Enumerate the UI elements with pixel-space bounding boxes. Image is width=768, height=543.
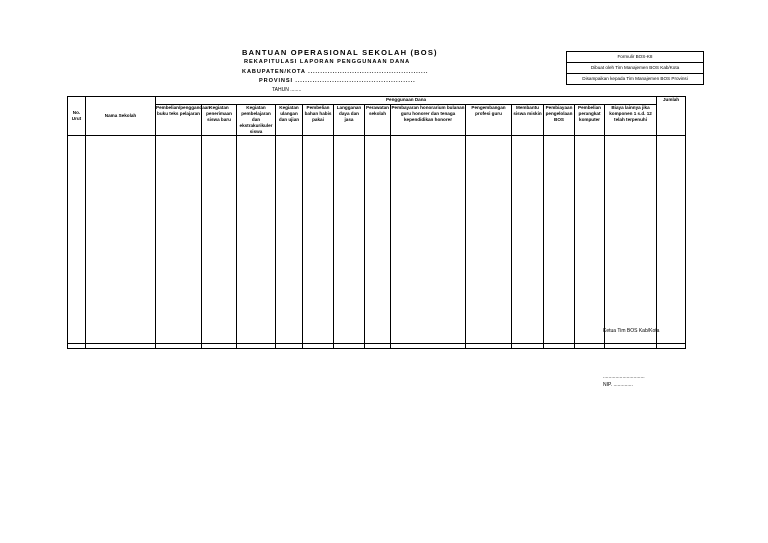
- table-cell[interactable]: [237, 136, 276, 344]
- header-nama-sekolah: Nama Sekolah: [86, 97, 156, 136]
- kabupaten-line: KABUPATEN/KOTA .................................................: [242, 69, 429, 75]
- tahun-line: TAHUN ........: [272, 87, 302, 93]
- table-cell[interactable]: [68, 136, 86, 344]
- table-cell[interactable]: [334, 136, 365, 344]
- report-table: [67, 96, 686, 349]
- form-made-by: Dibuat oleh Tim Manajemen BOS Kab/Kota: [567, 62, 703, 73]
- table-cell[interactable]: [237, 344, 276, 349]
- report-title: BANTUAN OPERASIONAL SEKOLAH (BOS): [242, 48, 438, 57]
- table-cell[interactable]: [575, 136, 605, 344]
- header-col-9: Pengembangan profesi guru: [466, 105, 512, 136]
- table-cell[interactable]: [512, 344, 544, 349]
- header-col-7: Perawatan sekolah: [365, 105, 391, 136]
- table-cell[interactable]: [156, 136, 202, 344]
- table-cell[interactable]: [303, 136, 334, 344]
- report-subtitle: REKAPITULASI LAPORAN PENGGUNAAN DANA: [244, 59, 411, 65]
- table-cell[interactable]: [365, 136, 391, 344]
- header-jumlah: Jumlah: [657, 97, 686, 136]
- table-cell[interactable]: [603, 136, 660, 344]
- table-cell[interactable]: [544, 136, 575, 344]
- header-col-10: Membantu siswa miskin: [512, 105, 544, 136]
- header-col-11: Pembiayaan pengelolaan BOS: [544, 105, 575, 136]
- table-cell[interactable]: [202, 136, 237, 344]
- signature-name-line: ..............................: [603, 374, 645, 380]
- table-cell[interactable]: [334, 344, 365, 349]
- header-col-4: Kegiatan ulangan dan ujian: [276, 105, 303, 136]
- table-cell[interactable]: [466, 344, 512, 349]
- table-cell[interactable]: [657, 136, 686, 344]
- header-penggunaan-dana: Penggunaan Dana: [156, 97, 657, 105]
- signature-role: Ketua Tim BOS Kab/Kota: [603, 328, 660, 334]
- form-sent-to: Disampaikan kepada Tim Manajemen BOS Provinsi: [567, 73, 703, 84]
- table-cell[interactable]: [276, 136, 303, 344]
- table-cell[interactable]: [68, 344, 86, 349]
- header-col-5: Pembelian bahan habis pakai: [303, 105, 334, 136]
- table-cell[interactable]: [575, 344, 605, 349]
- table-total-row: [68, 344, 686, 349]
- header-col-6: Langganan daya dan jasa: [334, 105, 365, 136]
- form-info-box: [566, 51, 704, 85]
- table-cell[interactable]: [303, 344, 334, 349]
- table-cell[interactable]: [86, 344, 156, 349]
- table-cell[interactable]: [391, 136, 466, 344]
- table-cell[interactable]: [512, 136, 544, 344]
- form-code: Formulir BOS-K8: [617, 54, 653, 59]
- header-col-8: Pembayaran honorarium bulanan guru honorer dan tenaga kependidikan honorer: [391, 105, 466, 136]
- signature-nip: NIP. ..............: [603, 382, 633, 388]
- header-col-13: Biaya lainnya jika komponen 1 s.d. 12 telah terpenuhi: [605, 105, 657, 136]
- table-cell[interactable]: [276, 344, 303, 349]
- table-cell[interactable]: [156, 344, 202, 349]
- table-cell[interactable]: [202, 344, 237, 349]
- header-col-12: Pembelian perangkat komputer: [575, 105, 605, 136]
- table-cell[interactable]: [544, 344, 575, 349]
- table-cell[interactable]: [365, 344, 391, 349]
- header-no-urut: No. Urut: [68, 97, 86, 136]
- header-col-3: Kegiatan pembelajaran dan ekstrakurikuler siswa: [237, 105, 276, 136]
- provinsi-line: PROVINSI .................................................: [259, 78, 416, 84]
- header-col-1: Pembelian/penggandaan buku teks pelajaran: [156, 105, 202, 136]
- table-cell[interactable]: [466, 136, 512, 344]
- table-cell[interactable]: [391, 344, 466, 349]
- table-body-row: [68, 136, 686, 344]
- table-cell[interactable]: [657, 344, 686, 349]
- header-col-2: Kegiatan penerimaan siswa baru: [202, 105, 237, 136]
- table-cell[interactable]: [86, 136, 156, 344]
- signature-place-date: .........................................: [603, 340, 660, 346]
